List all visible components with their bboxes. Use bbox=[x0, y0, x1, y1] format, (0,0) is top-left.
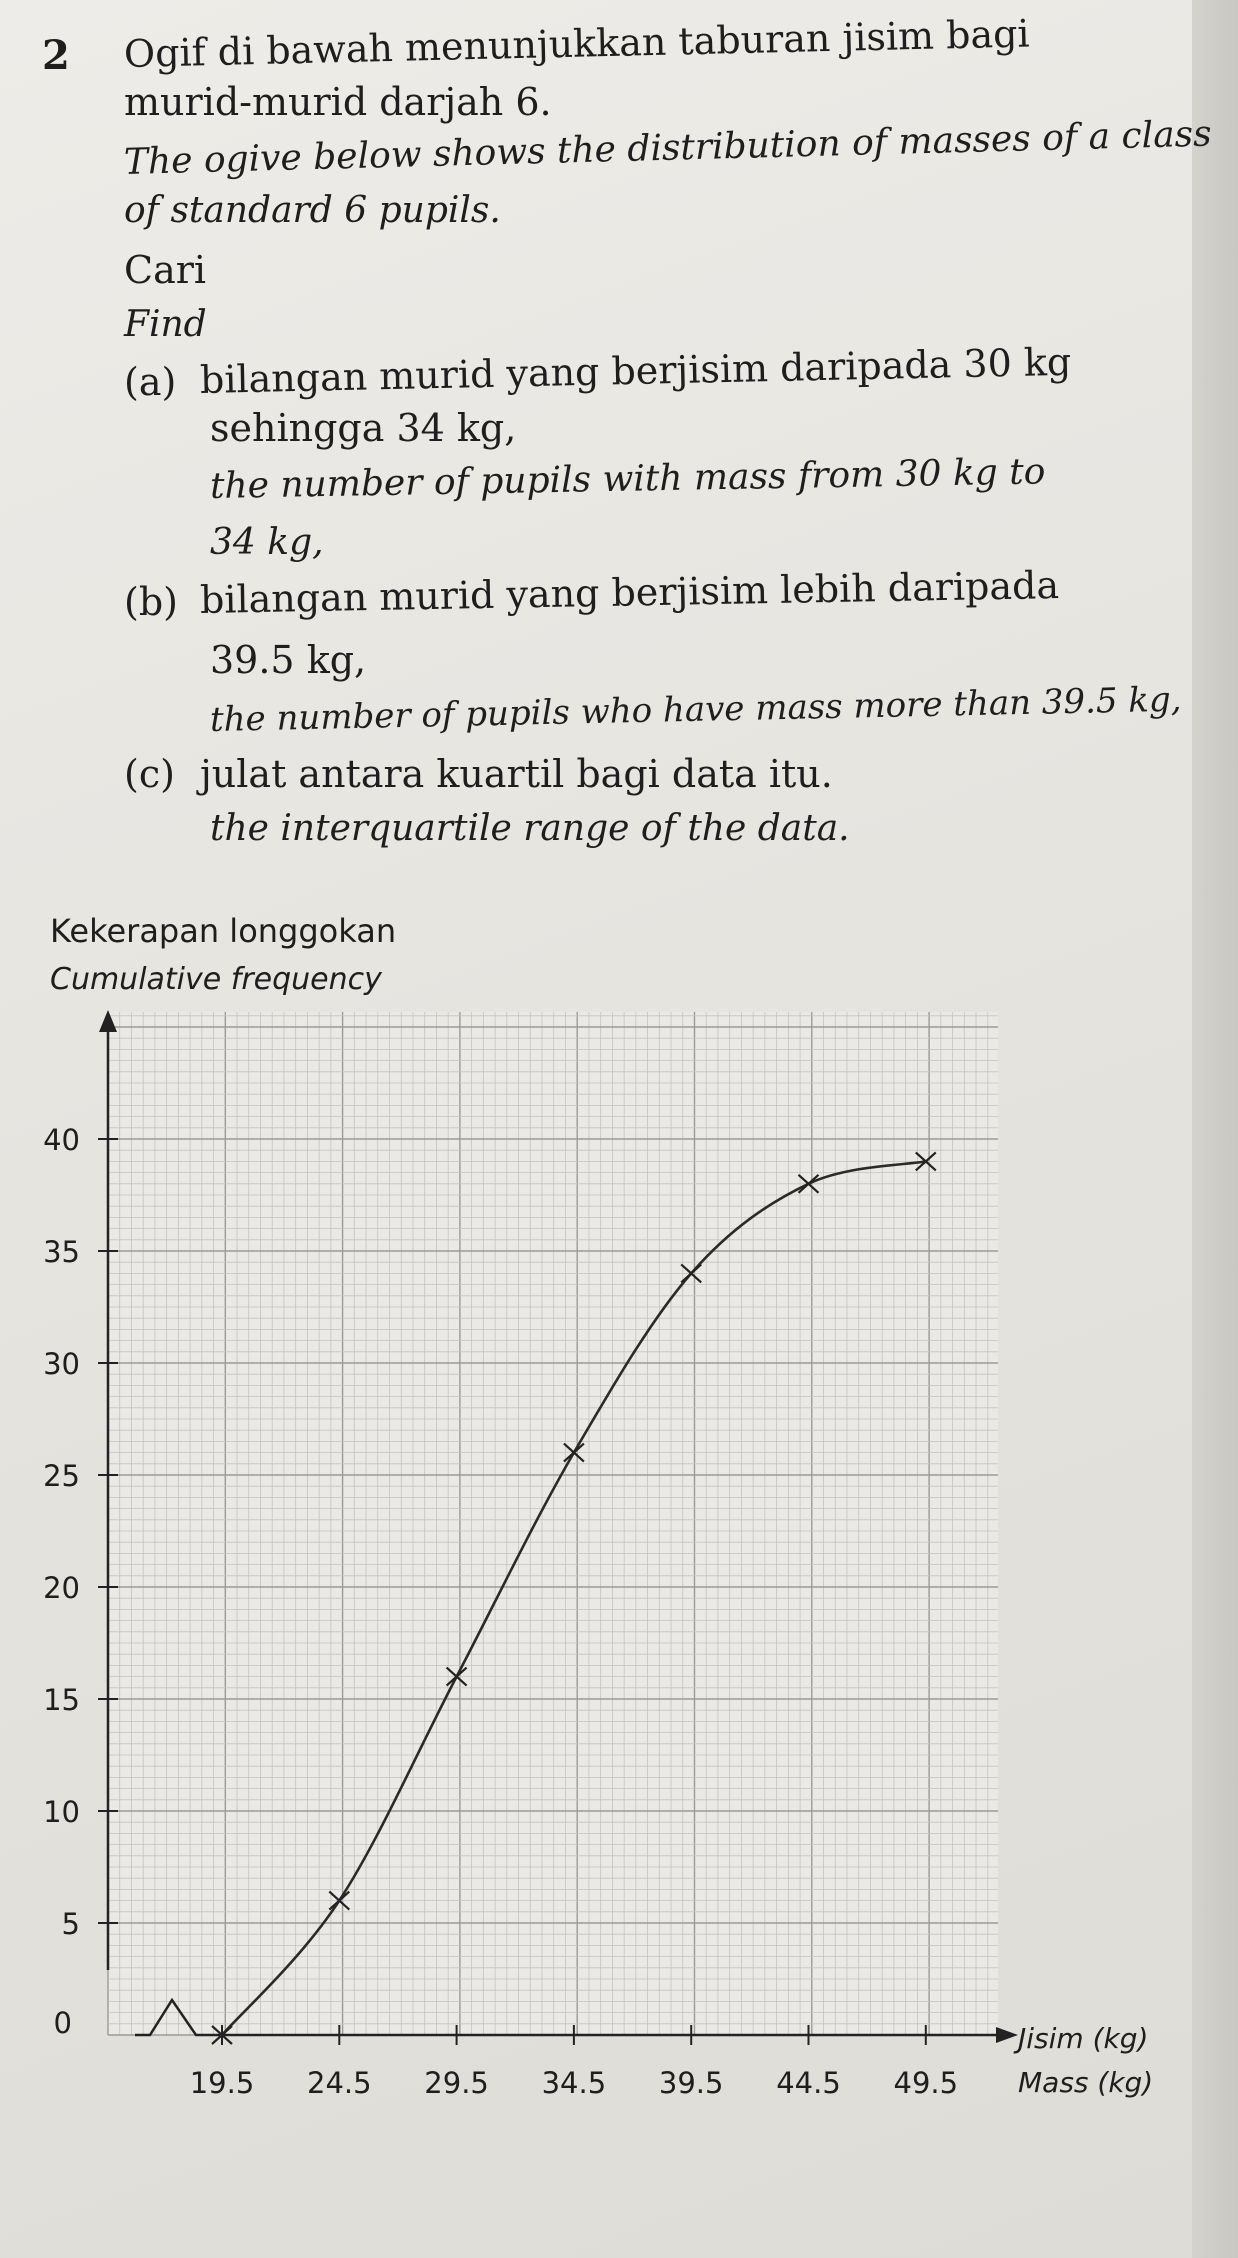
x-tick-label: 34.5 bbox=[541, 2066, 607, 2100]
question-malay-line2: murid-murid darjah 6. bbox=[124, 80, 552, 124]
y-tick-label: 15 bbox=[43, 1683, 80, 1717]
part-a-english-line1: the number of pupils with mass from 30 kg to bbox=[209, 451, 1046, 507]
x-axis-label-english: Mass (kg) bbox=[1018, 2066, 1154, 2099]
x-tick-label: 44.5 bbox=[776, 2066, 841, 2100]
part-a-malay-line1: bilangan murid yang berjisim daripada 30 kg bbox=[199, 339, 1072, 402]
part-b-malay-line1: bilangan murid yang berjisim lebih daripada bbox=[199, 563, 1060, 622]
x-tick-label: 29.5 bbox=[424, 2066, 489, 2100]
y-axis-label-malay: Kekerapan longgokan bbox=[50, 912, 397, 950]
x-tick-label: 49.5 bbox=[893, 2066, 959, 2100]
part-b-malay-line2: 39.5 kg, bbox=[210, 638, 367, 682]
y-axis-label-english: Cumulative frequency bbox=[50, 962, 382, 997]
part-a-label: (a) bbox=[124, 360, 177, 404]
x-tick-label: 19.5 bbox=[189, 2066, 255, 2100]
y-tick-label: 40 bbox=[43, 1123, 80, 1157]
part-c-malay-line1: julat antara kuartil bagi data itu. bbox=[200, 752, 833, 796]
part-b-label: (b) bbox=[124, 580, 178, 624]
part-b-english-line1: the number of pupils who have mass more than 39.5 kg, bbox=[209, 679, 1182, 740]
y-tick-label: 5 bbox=[61, 1907, 80, 1941]
cari-label: Cari bbox=[124, 248, 207, 292]
question-number: 2 bbox=[42, 32, 70, 79]
y-tick-label: 25 bbox=[43, 1459, 80, 1493]
x-tick-label: 39.5 bbox=[658, 2066, 724, 2100]
grid-background bbox=[108, 1012, 998, 2035]
part-a-english-line2: 34 kg, bbox=[210, 522, 324, 563]
find-label: Find bbox=[124, 304, 207, 345]
x-tick-label: 24.5 bbox=[307, 2066, 372, 2100]
question-english-line2: of standard 6 pupils. bbox=[124, 190, 501, 231]
x-axis-arrow bbox=[996, 2027, 1018, 2043]
y-tick-label: 10 bbox=[43, 1795, 80, 1829]
question-english-line1: The ogive below shows the distribution of masses of a class bbox=[123, 113, 1213, 183]
y-tick-label: 20 bbox=[43, 1571, 80, 1605]
part-c-label: (c) bbox=[124, 752, 175, 796]
part-a-malay-line2: sehingga 34 kg, bbox=[210, 406, 517, 450]
y-tick-label: 35 bbox=[43, 1235, 80, 1269]
part-c-english-line1: the interquartile range of the data. bbox=[210, 808, 850, 849]
chart-grid bbox=[108, 1012, 998, 2035]
x-axis-label-malay: Jisim (kg) bbox=[1018, 2022, 1149, 2055]
y-tick-label: 0 bbox=[53, 2006, 72, 2040]
y-tick-label: 30 bbox=[43, 1347, 80, 1381]
question-malay-line1: Ogif di bawah menunjukkan taburan jisim bagi bbox=[123, 11, 1031, 76]
